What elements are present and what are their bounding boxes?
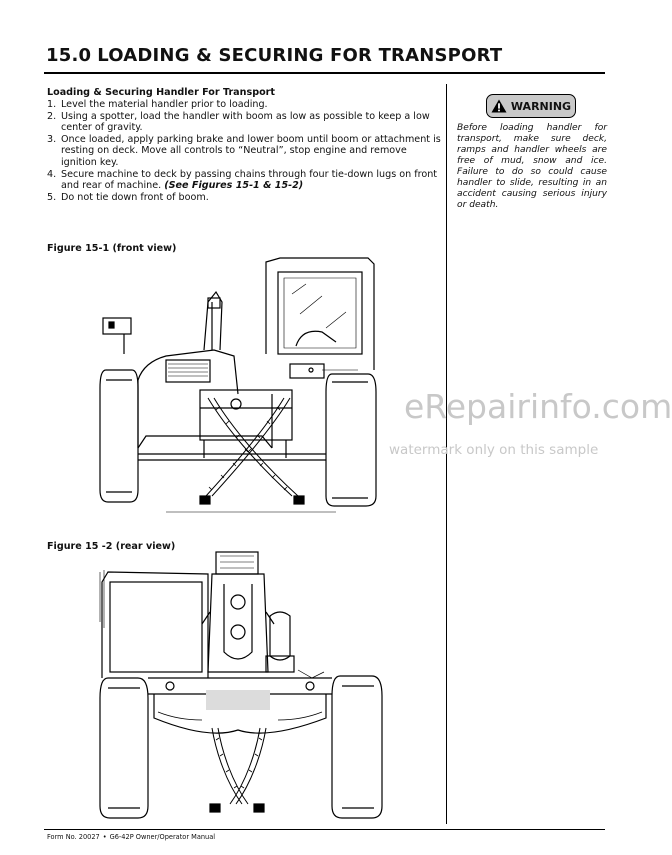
step-text: Secure machine to deck by passing chains through four tie-down lugs on front and rear of machine. bbox=[61, 168, 438, 192]
step-item bbox=[47, 111, 443, 134]
page-footer bbox=[47, 833, 215, 841]
step-number: 3. bbox=[47, 133, 57, 145]
step-number: 5. bbox=[47, 191, 57, 203]
procedure-steps bbox=[47, 99, 443, 203]
figure-front-view bbox=[96, 258, 386, 520]
step-item bbox=[47, 169, 443, 192]
step-item bbox=[47, 99, 443, 111]
warning-text: Before loading handler for transport, make sure deck, ramps and handler wheels are free of mud, snow and ice. Failure to do so could cause handler to slide, resulting in an accident causing serious injury or death. bbox=[457, 123, 607, 210]
footer-separator: • bbox=[102, 833, 107, 841]
step-text: Once loaded, apply parking brake and lower boom until boom or attachment is resting on deck. Move all controls to “Neutral”, stop engine and remove ignition key. bbox=[61, 133, 441, 168]
footer-rule bbox=[44, 829, 605, 830]
step-number: 1. bbox=[47, 99, 57, 110]
watermark-note: watermark only on this sample bbox=[389, 442, 599, 458]
step-item bbox=[47, 134, 443, 169]
figure-reference: (See Figures 15-1 & 15-2) bbox=[164, 180, 304, 192]
step-text: Do not tie down front of boom. bbox=[61, 191, 209, 203]
watermark-site: eRepairinfo.com bbox=[404, 387, 672, 426]
form-number: Form No. 20027 bbox=[47, 833, 100, 841]
section-number: 15.0 bbox=[46, 45, 92, 66]
step-text: Level the material handler prior to loading. bbox=[61, 99, 268, 110]
title-rule bbox=[44, 72, 605, 74]
warning-label: WARNING bbox=[510, 99, 572, 113]
manual-title: G6-42P Owner/Operator Manual bbox=[109, 833, 216, 841]
step-number: 2. bbox=[47, 110, 57, 122]
step-number: 4. bbox=[47, 168, 57, 180]
step-item bbox=[47, 192, 443, 204]
figure-2-caption: Figure 15 -2 (rear view) bbox=[47, 541, 176, 552]
step-text: Using a spotter, load the handler with boom as low as possible to keep a low center of gravity. bbox=[61, 110, 430, 134]
procedure-heading: Loading & Securing Handler For Transport bbox=[47, 87, 275, 98]
warning-triangle-icon bbox=[491, 99, 507, 113]
section-title: LOADING & SECURING FOR TRANSPORT bbox=[97, 45, 503, 66]
page-title bbox=[46, 45, 502, 66]
warning-badge bbox=[486, 94, 576, 118]
figure-rear-view bbox=[98, 552, 388, 822]
figure-1-caption: Figure 15-1 (front view) bbox=[47, 243, 177, 254]
